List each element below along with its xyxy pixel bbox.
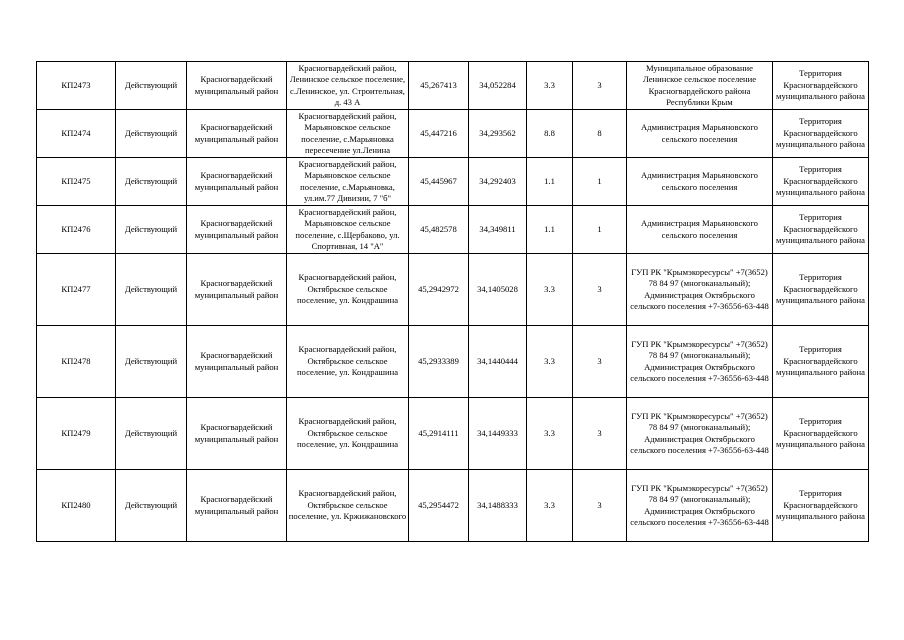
- table-row: [37, 110, 869, 158]
- table-row: [37, 206, 869, 254]
- volume-cell: 3.3: [527, 254, 573, 326]
- owner-cell: Муниципальное образование Ленинское сельское поселение Красногвардейского района Республики Крым: [627, 62, 773, 110]
- longitude-cell: 34,349811: [469, 206, 527, 254]
- municipality-cell: Красногвардейский муниципальный район: [187, 254, 287, 326]
- status-cell: Действующий: [116, 62, 187, 110]
- address-cell: Красногвардейский район, Марьяновское сельское поселение, с.Щербаково, ул. Спортивная, 14 "А": [287, 206, 409, 254]
- owner-cell: ГУП РК "Крымэкоресурсы" +7(3652) 78 84 97 (многоканальный); Администрация Октябрьского сельского поселения +7-36556-63-448: [627, 254, 773, 326]
- count-cell: 1: [573, 206, 627, 254]
- latitude-cell: 45,267413: [409, 62, 469, 110]
- status-cell: Действующий: [116, 326, 187, 398]
- volume-cell: 1.1: [527, 206, 573, 254]
- count-cell: 8: [573, 110, 627, 158]
- municipality-cell: Красногвардейский муниципальный район: [187, 398, 287, 470]
- status-cell: Действующий: [116, 254, 187, 326]
- territory-cell: Территория Красногвардейского муниципального района: [773, 326, 869, 398]
- owner-cell: Администрация Марьяновского сельского поселения: [627, 206, 773, 254]
- municipality-cell: Красногвардейский муниципальный район: [187, 158, 287, 206]
- site-id-cell: КП2477: [37, 254, 116, 326]
- longitude-cell: 34,1405028: [469, 254, 527, 326]
- latitude-cell: 45,482578: [409, 206, 469, 254]
- volume-cell: 8.8: [527, 110, 573, 158]
- count-cell: 3: [573, 254, 627, 326]
- address-cell: Красногвардейский район, Марьяновское сельское поселение, с.Марьяновка пересечение ул.Ленина: [287, 110, 409, 158]
- status-cell: Действующий: [116, 398, 187, 470]
- owner-cell: ГУП РК "Крымэкоресурсы" +7(3652) 78 84 97 (многоканальный); Администрация Октябрьского сельского поселения +7-36556-63-448: [627, 326, 773, 398]
- site-id-cell: КП2480: [37, 470, 116, 542]
- owner-cell: ГУП РК "Крымэкоресурсы" +7(3652) 78 84 97 (многоканальный); Администрация Октябрьского сельского поселения +7-36556-63-448: [627, 398, 773, 470]
- address-cell: Красногвардейский район, Октябрьское сельское поселение, ул. Кондрашина: [287, 398, 409, 470]
- longitude-cell: 34,1440444: [469, 326, 527, 398]
- latitude-cell: 45,445967: [409, 158, 469, 206]
- table-row: [37, 62, 869, 110]
- territory-cell: Территория Красногвардейского муниципального района: [773, 470, 869, 542]
- address-cell: Красногвардейский район, Ленинское сельское поселение, с.Ленинское, ул. Строительная, д. 43 А: [287, 62, 409, 110]
- status-cell: Действующий: [116, 158, 187, 206]
- longitude-cell: 34,052284: [469, 62, 527, 110]
- territory-cell: Территория Красногвардейского муниципального района: [773, 398, 869, 470]
- address-cell: Красногвардейский район, Октябрьское сельское поселение, ул. Кондрашина: [287, 254, 409, 326]
- site-id-cell: КП2474: [37, 110, 116, 158]
- territory-cell: Территория Красногвардейского муниципального района: [773, 206, 869, 254]
- municipality-cell: Красногвардейский муниципальный район: [187, 110, 287, 158]
- table-row: [37, 398, 869, 470]
- territory-cell: Территория Красногвардейского муниципального района: [773, 158, 869, 206]
- longitude-cell: 34,1488333: [469, 470, 527, 542]
- count-cell: 3: [573, 398, 627, 470]
- site-id-cell: КП2479: [37, 398, 116, 470]
- municipality-cell: Красногвардейский муниципальный район: [187, 206, 287, 254]
- site-id-cell: КП2476: [37, 206, 116, 254]
- latitude-cell: 45,447216: [409, 110, 469, 158]
- municipality-cell: Красногвардейский муниципальный район: [187, 470, 287, 542]
- address-cell: Красногвардейский район, Октябрьское сельское поселение, ул. Кондрашина: [287, 326, 409, 398]
- status-cell: Действующий: [116, 470, 187, 542]
- territory-cell: Территория Красногвардейского муниципального района: [773, 110, 869, 158]
- count-cell: 3: [573, 470, 627, 542]
- owner-cell: Администрация Марьяновского сельского поселения: [627, 110, 773, 158]
- municipality-cell: Красногвардейский муниципальный район: [187, 326, 287, 398]
- territory-cell: Территория Красногвардейского муниципального района: [773, 254, 869, 326]
- address-cell: Красногвардейский район, Октябрьское сельское поселение, ул. Кржижановского: [287, 470, 409, 542]
- owner-cell: ГУП РК "Крымэкоресурсы" +7(3652) 78 84 97 (многоканальный); Администрация Октябрьского сельского поселения +7-36556-63-448: [627, 470, 773, 542]
- longitude-cell: 34,292403: [469, 158, 527, 206]
- latitude-cell: 45,2954472: [409, 470, 469, 542]
- count-cell: 3: [573, 326, 627, 398]
- volume-cell: 3.3: [527, 326, 573, 398]
- owner-cell: Администрация Марьяновского сельского поселения: [627, 158, 773, 206]
- municipality-cell: Красногвардейский муниципальный район: [187, 62, 287, 110]
- site-id-cell: КП2478: [37, 326, 116, 398]
- longitude-cell: 34,1449333: [469, 398, 527, 470]
- volume-cell: 1.1: [527, 158, 573, 206]
- count-cell: 1: [573, 158, 627, 206]
- table-row: [37, 254, 869, 326]
- container-sites-table: [36, 61, 869, 542]
- table-row: [37, 158, 869, 206]
- table-row: [37, 326, 869, 398]
- status-cell: Действующий: [116, 206, 187, 254]
- site-id-cell: КП2473: [37, 62, 116, 110]
- volume-cell: 3.3: [527, 62, 573, 110]
- count-cell: 3: [573, 62, 627, 110]
- latitude-cell: 45,2942972: [409, 254, 469, 326]
- territory-cell: Территория Красногвардейского муниципального района: [773, 62, 869, 110]
- address-cell: Красногвардейский район, Марьяновское сельское поселение, с.Марьяновка, ул.им.77 Дивизии, 7 "б": [287, 158, 409, 206]
- table-row: [37, 470, 869, 542]
- latitude-cell: 45,2933389: [409, 326, 469, 398]
- latitude-cell: 45,2914111: [409, 398, 469, 470]
- site-id-cell: КП2475: [37, 158, 116, 206]
- volume-cell: 3.3: [527, 398, 573, 470]
- volume-cell: 3.3: [527, 470, 573, 542]
- longitude-cell: 34,293562: [469, 110, 527, 158]
- status-cell: Действующий: [116, 110, 187, 158]
